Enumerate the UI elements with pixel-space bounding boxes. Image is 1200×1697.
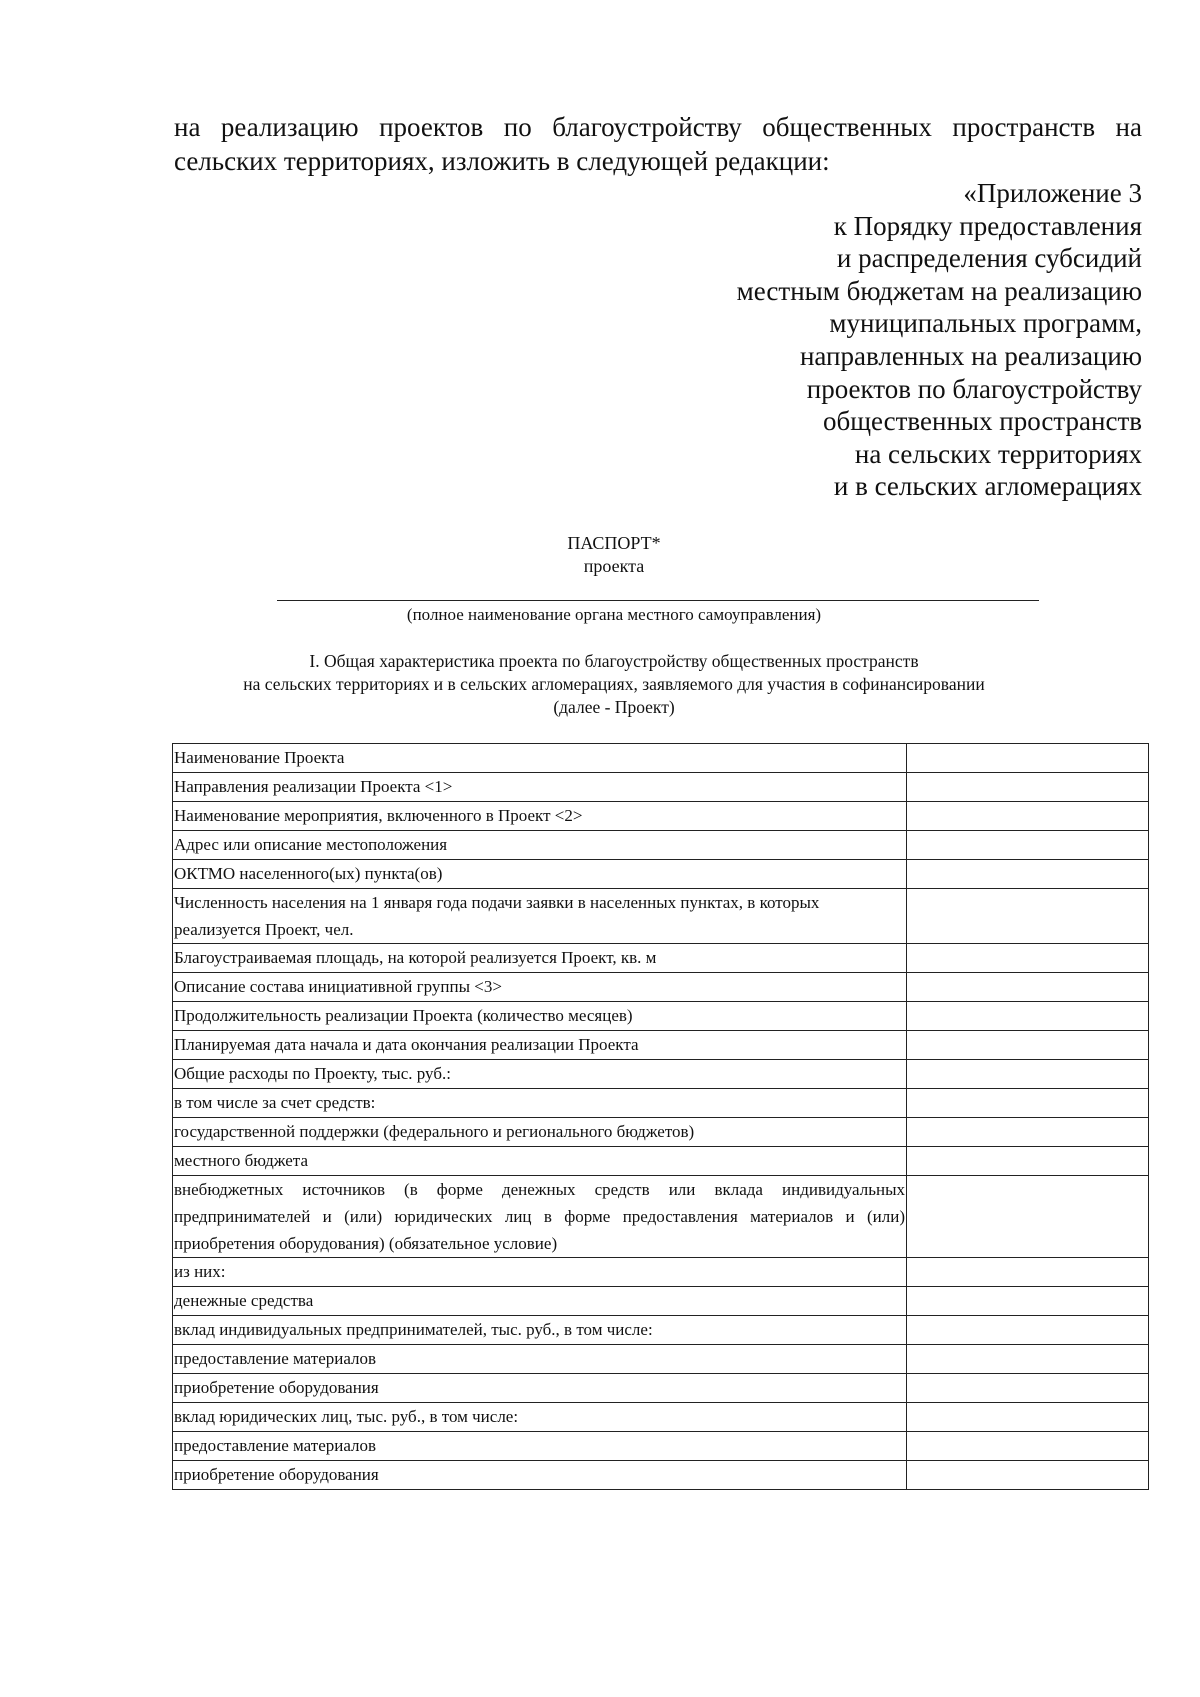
- row-value-cell[interactable]: [907, 889, 1149, 944]
- row-value-cell[interactable]: [907, 831, 1149, 860]
- section-title: [174, 650, 1054, 719]
- appendix-line: местным бюджетам на реализацию: [736, 275, 1142, 306]
- row-value-cell[interactable]: [907, 1403, 1149, 1432]
- row-label: Планируемая дата начала и дата окончания реализации Проекта: [173, 1031, 907, 1060]
- row-value-cell[interactable]: [907, 1089, 1149, 1118]
- section-title-line-3: (далее - Проект): [553, 697, 675, 717]
- appendix-line: к Порядку предоставления: [833, 210, 1142, 241]
- appendix-line: общественных пространств: [822, 406, 1142, 437]
- table-row: [173, 860, 1149, 889]
- row-value-cell[interactable]: [907, 1176, 1149, 1258]
- appendix-line: муниципальных программ,: [829, 308, 1142, 339]
- table-row: [173, 773, 1149, 802]
- row-label: Численность населения на 1 января года подачи заявки в населенных пунктах, в которых реализуется Проект, чел.: [173, 889, 907, 944]
- table-row: [173, 1258, 1149, 1287]
- org-name-caption: (полное наименование органа местного самоуправления): [406, 605, 822, 624]
- table-row: [173, 1031, 1149, 1060]
- table-row: [173, 1089, 1149, 1118]
- row-label: Продолжительность реализации Проекта (количество месяцев): [173, 1002, 907, 1031]
- appendix-heading: [737, 177, 1142, 503]
- row-value-cell[interactable]: [907, 1060, 1149, 1089]
- table-row: [173, 944, 1149, 973]
- row-label: внебюджетных источников (в форме денежных средств или вклада индивидуальных предпринимателей и (или) юридических лиц в форме предоставления материалов и (или) приобретения оборудования) (обязательное условие): [173, 1176, 907, 1258]
- row-label: местного бюджета: [173, 1147, 907, 1176]
- row-value-cell[interactable]: [907, 1258, 1149, 1287]
- table-row: [173, 1345, 1149, 1374]
- intro-line-1: на реализацию проектов по благоустройству общественных пространств на: [174, 112, 1142, 142]
- row-value-cell[interactable]: [907, 973, 1149, 1002]
- appendix-line: на сельских территориях: [854, 438, 1142, 469]
- appendix-line: «Приложение 3: [963, 178, 1142, 208]
- row-label: Благоустраиваемая площадь, на которой реализуется Проект, кв. м: [173, 944, 907, 973]
- table-row: [173, 1060, 1149, 1089]
- row-label: вклад индивидуальных предпринимателей, тыс. руб., в том числе:: [173, 1316, 907, 1345]
- section-title-line-2: на сельских территориях и в сельских агломерациях, заявляемого для участия в софинансировании: [243, 674, 985, 694]
- row-value-cell[interactable]: [907, 1118, 1149, 1147]
- table-row: [173, 1147, 1149, 1176]
- row-label: из них:: [173, 1258, 907, 1287]
- passport-title-block: [174, 532, 1054, 578]
- row-value-cell[interactable]: [907, 944, 1149, 973]
- table-row: [173, 831, 1149, 860]
- row-value-cell[interactable]: [907, 1461, 1149, 1490]
- table-row: [173, 1287, 1149, 1316]
- project-passport-table: [172, 743, 1149, 1490]
- appendix-line: и распределения субсидий: [836, 243, 1142, 274]
- row-label: государственной поддержки (федерального и регионального бюджетов): [173, 1118, 907, 1147]
- row-value-cell[interactable]: [907, 1031, 1149, 1060]
- row-label: ОКТМО населенного(ых) пункта(ов): [173, 860, 907, 889]
- table-row: [173, 1403, 1149, 1432]
- table-row: [173, 1118, 1149, 1147]
- table-row: [173, 889, 1149, 944]
- row-label: Наименование Проекта: [173, 744, 907, 773]
- section-title-line-1: I. Общая характеристика проекта по благоустройству общественных пространств: [309, 651, 919, 671]
- row-value-cell[interactable]: [907, 1002, 1149, 1031]
- table-row: [173, 1176, 1149, 1258]
- row-value-cell[interactable]: [907, 860, 1149, 889]
- row-label: в том числе за счет средств:: [173, 1089, 907, 1118]
- row-label: Адрес или описание местоположения: [173, 831, 907, 860]
- table-row: [173, 1461, 1149, 1490]
- row-value-cell[interactable]: [907, 1287, 1149, 1316]
- row-value-cell[interactable]: [907, 1316, 1149, 1345]
- table-row: [173, 802, 1149, 831]
- row-value-cell[interactable]: [907, 1345, 1149, 1374]
- table-row: [173, 1374, 1149, 1403]
- passport-title: ПАСПОРТ*: [567, 533, 661, 553]
- table-row: [173, 1432, 1149, 1461]
- table-row: [173, 744, 1149, 773]
- appendix-line: направленных на реализацию: [799, 340, 1142, 371]
- appendix-line: проектов по благоустройству: [806, 373, 1142, 404]
- row-value-cell[interactable]: [907, 773, 1149, 802]
- row-value-cell[interactable]: [907, 1374, 1149, 1403]
- table-row: [173, 1002, 1149, 1031]
- row-value-cell[interactable]: [907, 1432, 1149, 1461]
- intro-line-2: сельских территориях, изложить в следующей редакции:: [174, 146, 830, 176]
- table-row: [173, 1316, 1149, 1345]
- row-value-cell[interactable]: [907, 802, 1149, 831]
- row-value-cell[interactable]: [907, 1147, 1149, 1176]
- row-value-cell[interactable]: [907, 744, 1149, 773]
- row-label: вклад юридических лиц, тыс. руб., в том числе:: [173, 1403, 907, 1432]
- row-label: предоставление материалов: [173, 1432, 907, 1461]
- row-label: Направления реализации Проекта <1>: [173, 773, 907, 802]
- row-label: денежные средства: [173, 1287, 907, 1316]
- row-label: предоставление материалов: [173, 1345, 907, 1374]
- row-label: Описание состава инициативной группы <3>: [173, 973, 907, 1002]
- passport-subtitle: проекта: [583, 556, 645, 576]
- row-label: Наименование мероприятия, включенного в Проект <2>: [173, 802, 907, 831]
- intro-paragraph: [174, 110, 1142, 178]
- org-name-underline: [277, 600, 1039, 601]
- row-label: приобретение оборудования: [173, 1374, 907, 1403]
- table-row: [173, 973, 1149, 1002]
- appendix-line: и в сельских агломерациях: [833, 471, 1142, 502]
- row-label: приобретение оборудования: [173, 1461, 907, 1490]
- row-label: Общие расходы по Проекту, тыс. руб.:: [173, 1060, 907, 1089]
